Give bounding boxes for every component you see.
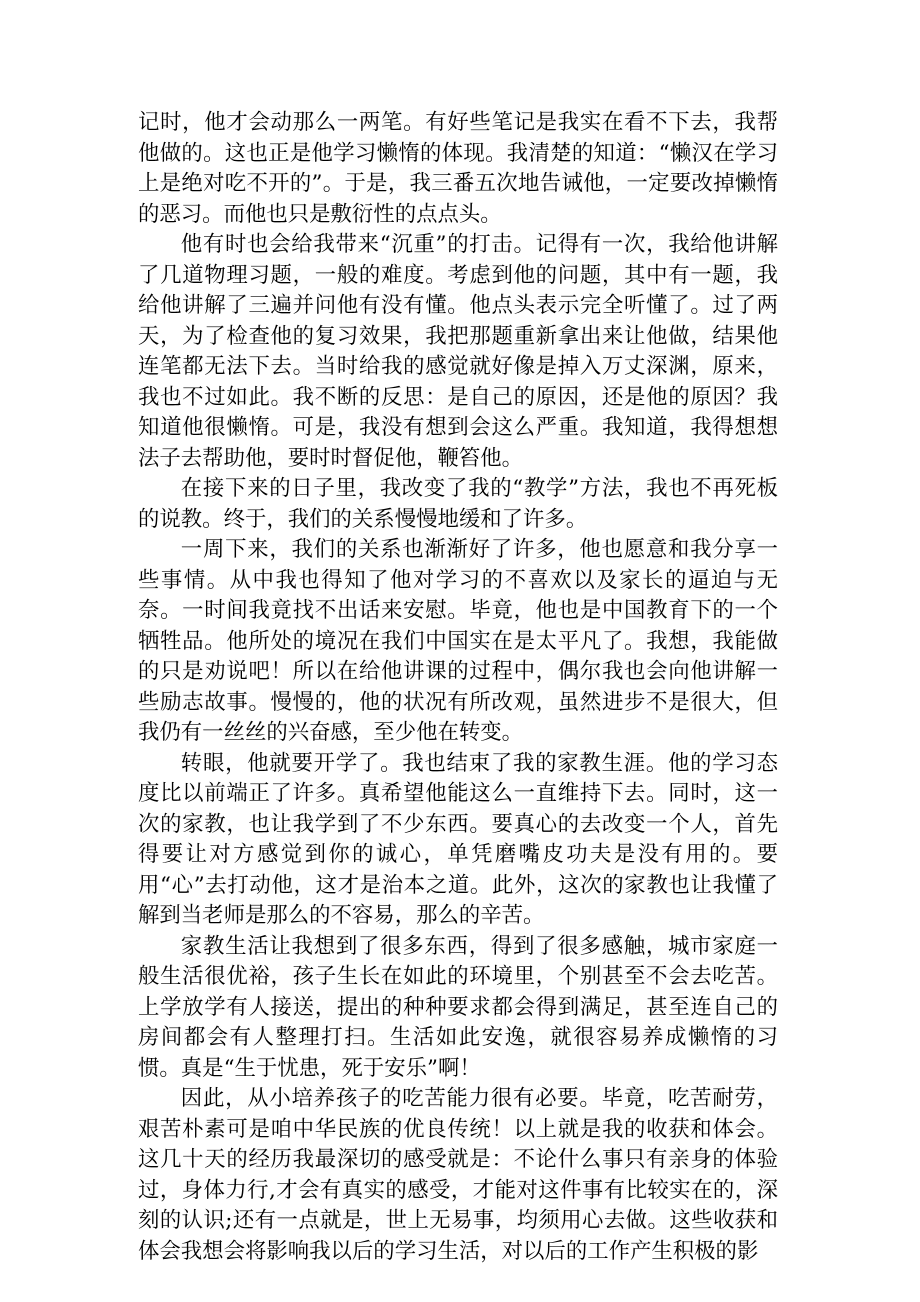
paragraph-2: 他有时也会给我带来“沉重”的打击。记得有一次，我给他讲解了几道物理习题，一般的难度。考虑到他的问题，其中有一题，我给他讲解了三遍并问他有没有懂。他点头表示完全听懂了。过了两天，为了检查他的复习效果，我把那题重新拿出来让他做，结果他连笔都无法下去。当时给我的感觉就好像是掉入万丈深渊，原来，我也不过如此。我不断的反思：是自己的原因，还是他的原因？我知道他很懒惰。可是，我没有想到会这么严重。我知道，我得想想法子去帮助他，要时时督促他，鞭笞他。: [138, 232, 778, 471]
paragraph-5: 转眼，他就要开学了。我也结束了我的家教生涯。他的学习态度比以前端正了许多。真希望他能这么一直维持下去。同时，这一次的家教，也让我学到了不少东西。要真心的去改变一个人，首先得要让对方感觉到你的诚心，单凭磨嘴皮功夫是没有用的。要用“心”去打动他，这才是治本之道。此外，这次的家教也让我懂了解到当老师是那么的不容易，那么的辛苦。: [138, 750, 778, 928]
paragraph-6: 家教生活让我想到了很多东西，得到了很多感触，城市家庭一般生活很优裕，孩子生长在如此的环境里，个别甚至不会去吃苦。上学放学有人接送，提出的种种要求都会得到满足，甚至连自己的房间都会有人整理打扫。生活如此安逸，就很容易养成懒惰的习惯。真是“生于忧患，死于安乐”啊！: [138, 933, 778, 1081]
paragraph-3: 在接下来的日子里，我改变了我的“教学”方法，我也不再死板的说教。终于，我们的关系慢慢地缓和了许多。: [138, 476, 778, 532]
paragraph-4: 一周下来，我们的关系也渐渐好了许多，他也愿意和我分享一些事情。从中我也得知了他对学习的不喜欢以及家长的逼迫与无奈。一时间我竟找不出话来安慰。毕竟，他也是中国教育下的一个牺牲品。他所处的境况在我们中国实在是太平凡了。我想，我能做的只是劝说吧！所以在给他讲课的过程中，偶尔我也会向他讲解一些励志故事。慢慢的，他的状况有所改观，虽然进步不是很大，但我仍有一丝丝的兴奋感，至少他在转变。: [138, 537, 778, 745]
paragraph-1: 记时，他才会动那么一两笔。有好些笔记是我实在看不下去，我帮他做的。这也正是他学习懒惰的体现。我清楚的知道：“懒汉在学习上是绝对吃不开的”。于是，我三番五次地告诫他，一定要改掉懒惰的恶习。而他也只是敷衍性的点点头。: [138, 110, 778, 227]
document-page: [138, 108, 778, 1267]
paragraph-7: 因此，从小培养孩子的吃苦能力很有必要。毕竟，吃苦耐劳，艰苦朴素可是咱中华民族的优良传统！以上就是我的收获和体会。这几十天的经历我最深切的感受就是：不论什么事只有亲身的体验过，身体力行,才会有真实的感受，才能对这件事有比较实在的，深刻的认识;还有一点就是，世上无易事，均须用心去做。这些收获和体会我想会将影响我以后的学习生活，对以后的工作产生积极的影: [138, 1086, 778, 1264]
